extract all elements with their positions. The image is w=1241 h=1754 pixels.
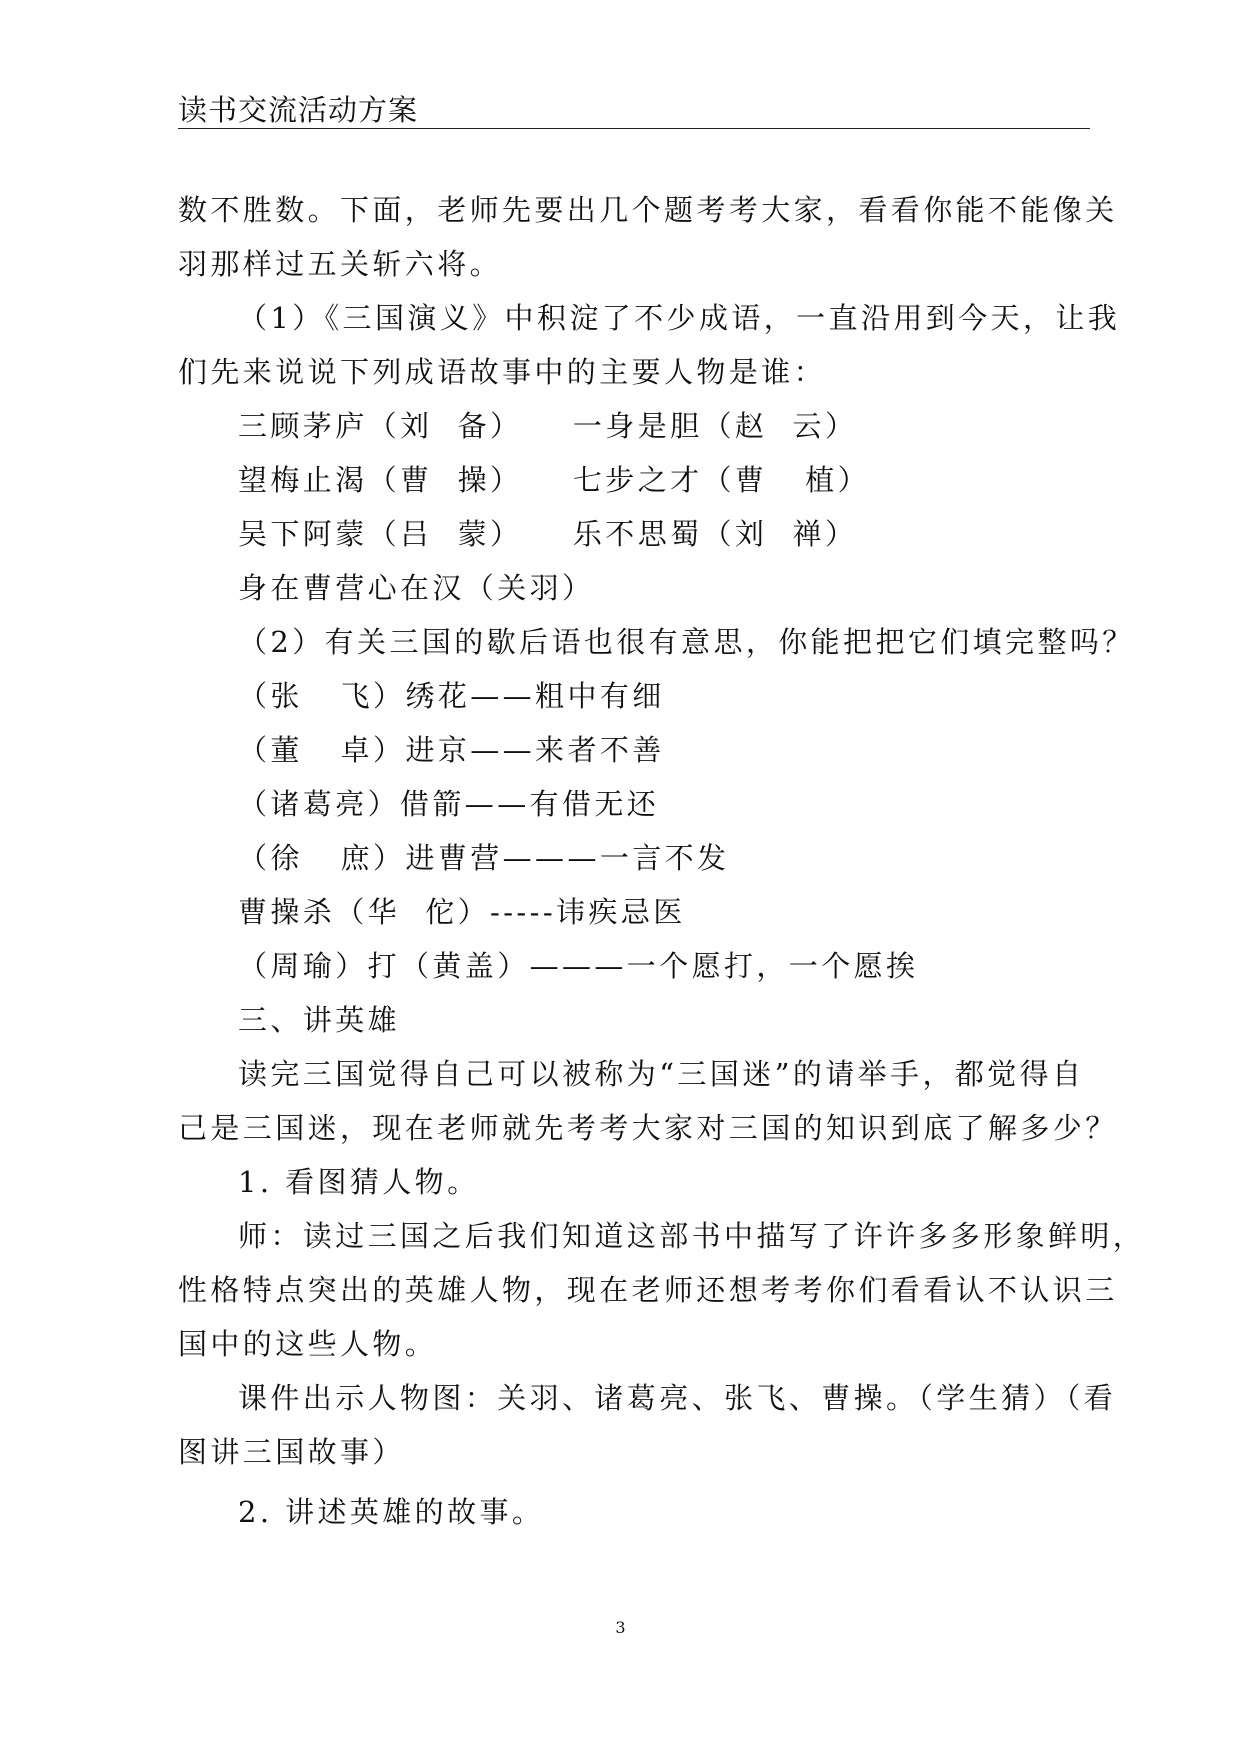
body-line-6: 读完三国觉得自己可以被称为“三国迷”的请举手，都觉得自: [238, 1057, 1085, 1091]
body-line-9: 性格特点突出的英雄人物，现在老师还想考考你们看看认不认识三: [178, 1273, 1118, 1307]
numbered-item-1: 1. 看图猜人物。: [238, 1165, 480, 1199]
xiehouyu-row-2: （董 卓）进京——来者不善: [238, 733, 665, 767]
body-line-12: 图讲三国故事）: [178, 1435, 405, 1469]
page-number: 3: [615, 1618, 626, 1637]
xiehouyu-row-5: 曹操杀（华 佗）-----讳疾忌医: [238, 895, 686, 929]
xiehouyu-row-1: （张 飞）绣花——粗中有细: [238, 679, 665, 713]
xiehouyu-row-6: （周瑜）打（黄盖）———一个愿打，一个愿挨: [238, 949, 919, 983]
body-line-3: （1）《三国演义》中积淀了不少成语，一直沿用到今天，让我: [238, 301, 1121, 335]
page-header: [178, 84, 1090, 129]
numbered-item-2: 2. 讲述英雄的故事。: [238, 1495, 545, 1529]
body-line-2: 羽那样过五关斩六将。: [178, 247, 503, 281]
idiom-row-2: 望梅止渴（曹 操） 七步之才（曹 植）: [238, 463, 870, 497]
body-line-7: 己是三国迷，现在老师就先考考大家对三国的知识到底了解多少？: [178, 1111, 1118, 1145]
idiom-row-3: 吴下阿蒙（吕 蒙） 乐不思蜀（刘 禅）: [238, 517, 858, 551]
body-line-10: 国中的这些人物。: [178, 1327, 438, 1361]
section-heading: 三、讲英雄: [238, 1003, 401, 1037]
body-line-8: 师：读过三国之后我们知道这部书中描写了许许多多形象鲜明，: [238, 1219, 1146, 1253]
body-line-1: 数不胜数。下面，老师先要出几个题考考大家，看看你能不能像关: [178, 193, 1118, 227]
xiehouyu-row-3: （诸葛亮）借箭——有借无还: [238, 787, 660, 821]
body-line-11: 课件出示人物图：关羽、诸葛亮、张飞、曹操。（学生猜）（看: [238, 1381, 1117, 1415]
document-title: 读书交流活动方案: [178, 93, 419, 127]
idiom-row-4: 身在曹营心在汉（关羽）: [238, 571, 595, 605]
body-line-4: 们先来说说下列成语故事中的主要人物是谁：: [178, 355, 827, 389]
body-line-5: （2）有关三国的歇后语也很有意思，你能把把它们填完整吗？: [238, 625, 1135, 659]
xiehouyu-row-4: （徐 庶）进曹营———一言不发: [238, 841, 730, 875]
idiom-row-1: 三顾茅庐（刘 备） 一身是胆（赵 云）: [238, 409, 858, 443]
